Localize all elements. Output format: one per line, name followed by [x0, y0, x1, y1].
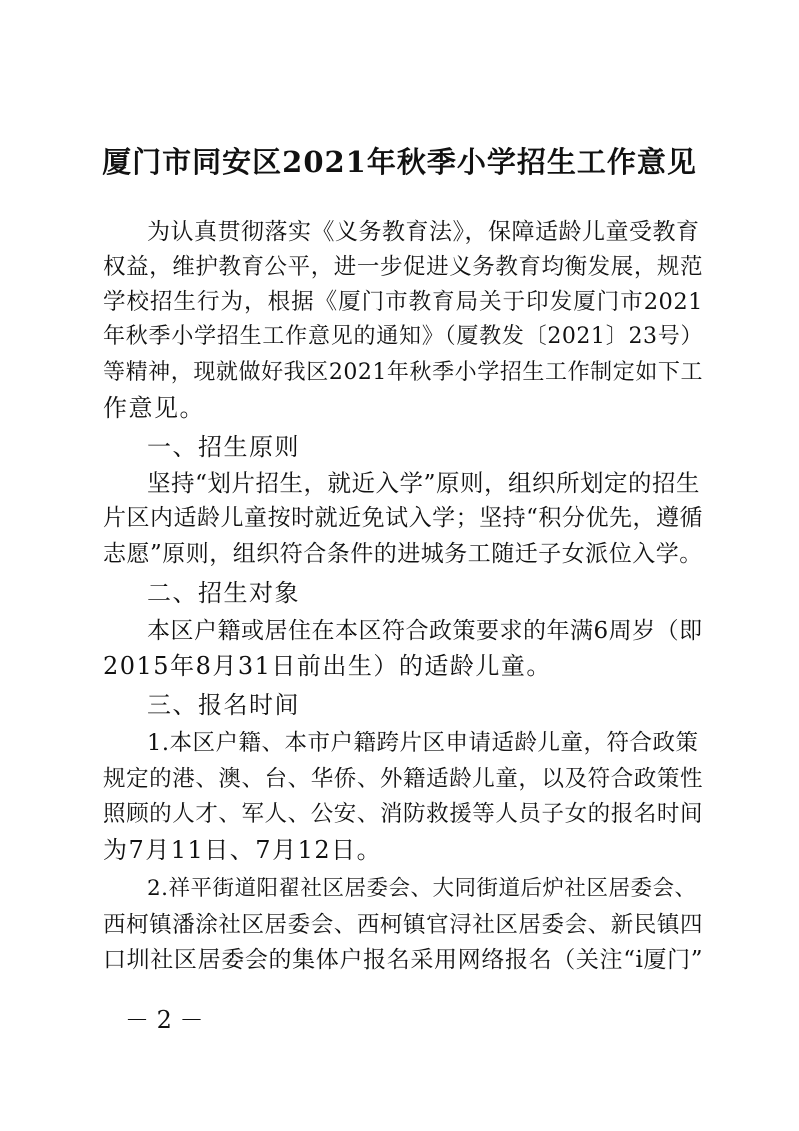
paragraph-line: 规定的港、澳、台、华侨、外籍适龄儿童，以及符合政策性: [103, 766, 703, 792]
section-heading: 二、招生对象: [147, 579, 300, 607]
paragraph-line: 权益，维护教育公平，进一步促进义务教育均衡发展，规范: [103, 254, 703, 280]
paragraph-line: 2.祥平街道阳翟社区居委会、大同街道后炉社区居委会、: [147, 876, 697, 901]
paragraph-line: 西柯镇潘涂社区居委会、西柯镇官浔社区居委会、新民镇四: [103, 912, 703, 938]
paragraph-line: 为认真贯彻落实《义务教育法》，保障适龄儿童受教育: [147, 219, 700, 245]
paragraph-line: 片区内适龄儿童按时就近免试入学；坚持“积分优先，遵循: [103, 505, 703, 531]
paragraph-line: 等精神，现就做好我区2021年秋季小学招生工作制定如下工: [103, 360, 703, 385]
paragraph-line: 2015年8月31日前出生）的适龄儿童。: [103, 652, 552, 680]
paragraph-line: 本区户籍或居住在本区符合政策要求的年满6周岁（即: [147, 618, 703, 644]
section-heading: 一、招生原则: [147, 433, 300, 461]
page-number: － 2 －: [125, 1006, 204, 1034]
paragraph-line: 作意见。: [103, 394, 205, 422]
paragraph-line: 1.本区户籍、本市户籍跨片区申请适龄儿童，符合政策: [147, 730, 699, 756]
document-title: 厦门市同安区2021年秋季小学招生工作意见: [102, 145, 697, 179]
paragraph-line: 照顾的人才、军人、公安、消防救援等人员子女的报名时间: [103, 801, 703, 827]
paragraph-line: 为7月11日、7月12日。: [103, 836, 383, 864]
paragraph-line: 学校招生行为，根据《厦门市教育局关于印发厦门市2021: [103, 289, 703, 315]
paragraph-line: 志愿”原则，组织符合条件的进城务工随迁子女派位入学。: [103, 541, 703, 567]
paragraph-line: 口圳社区居委会的集体户报名采用网络报名（关注“i厦门”: [103, 947, 703, 973]
section-heading: 三、报名时间: [147, 691, 300, 719]
paragraph-line: 坚持“划片招生，就近入学”原则，组织所划定的招生: [147, 469, 701, 497]
paragraph-line: 年秋季小学招生工作意见的通知》（厦教发〔2021〕23号）: [103, 324, 703, 349]
